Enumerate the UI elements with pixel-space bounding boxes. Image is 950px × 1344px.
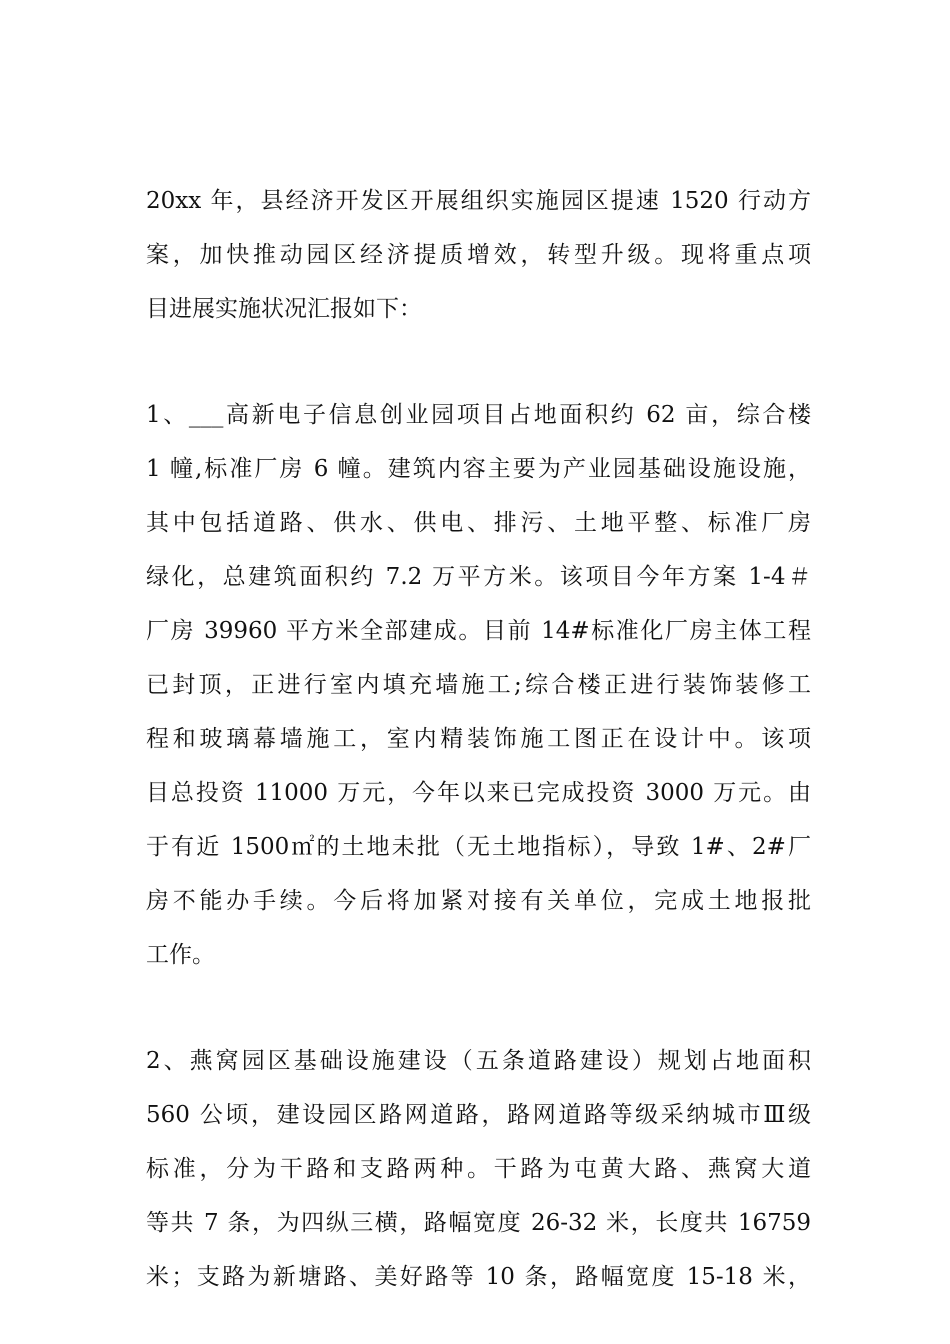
project-1-paragraph (146, 392, 811, 986)
paragraph-line: 20xx 年，县经济开发区开展组织实施园区提速 1520 行动方 (146, 188, 811, 214)
paragraph-line: 工作。 (146, 942, 215, 968)
paragraph-line: 等共 7 条，为四纵三横，路幅宽度 26-32 米，长度共 16759 (146, 1210, 811, 1236)
project-2-paragraph (146, 1038, 811, 1308)
document-body (146, 178, 811, 1308)
paragraph-line: 1、___高新电子信息创业园项目占地面积约 62 亩，综合楼 (146, 402, 811, 428)
paragraph-line: 标准，分为干路和支路两种。干路为屯黄大路、燕窝大道 (146, 1156, 811, 1182)
paragraph-spacer (146, 986, 811, 1038)
paragraph-line: 房不能办手续。今后将加紧对接有关单位，完成土地报批 (146, 888, 811, 914)
paragraph-line: 其中包括道路、供水、供电、排污、土地平整、标准厂房 (146, 510, 811, 536)
paragraph-line: 目总投资 11000 万元，今年以来已完成投资 3000 万元。由 (146, 780, 811, 806)
paragraph-spacer (146, 340, 811, 392)
paragraph-line: 米；支路为新塘路、美好路等 10 条，路幅宽度 15-18 米， (146, 1264, 811, 1290)
intro-paragraph (146, 178, 811, 340)
paragraph-line: 已封顶，正进行室内填充墙施工;综合楼正进行装饰装修工 (146, 672, 811, 698)
paragraph-line: 程和玻璃幕墙施工，室内精装饰施工图正在设计中。该项 (146, 726, 811, 752)
paragraph-line: 目进展实施状况汇报如下： (146, 296, 422, 322)
paragraph-line: 绿化，总建筑面积约 7.2 万平方米。该项目今年方案 1-4＃ (146, 564, 811, 590)
paragraph-line: 厂房 39960 平方米全部建成。目前 14#标准化厂房主体工程 (146, 618, 811, 644)
paragraph-line: 560 公顷，建设园区路网道路，路网道路等级采纳城市Ⅲ级 (146, 1102, 811, 1128)
paragraph-line: 案，加快推动园区经济提质增效，转型升级。现将重点项 (146, 242, 811, 268)
paragraph-line: 2、燕窝园区基础设施建设（五条道路建设）规划占地面积 (146, 1048, 811, 1074)
paragraph-line: 于有近 1500㎡的土地未批（无土地指标），导致 1#、2#厂 (146, 834, 811, 860)
paragraph-line: 1 幢,标准厂房 6 幢。建筑内容主要为产业园基础设施设施， (146, 456, 811, 482)
